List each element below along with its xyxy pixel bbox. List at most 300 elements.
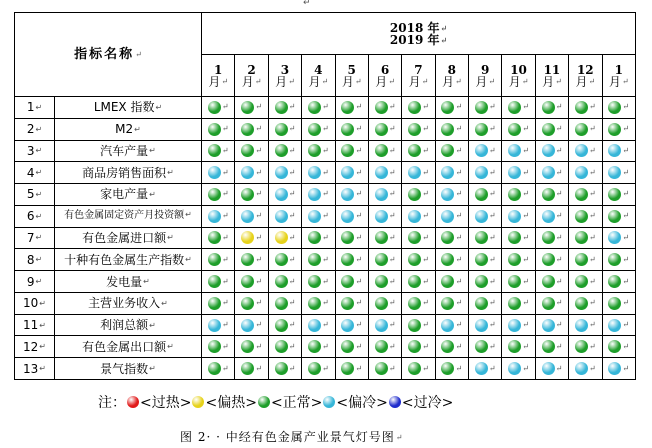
signal-light-normal <box>341 101 354 114</box>
row-number: 1↵ <box>15 97 55 119</box>
month-unit: 月 <box>208 74 221 89</box>
month-header-cell: 12 月↵ <box>569 55 602 97</box>
signal-light-normal <box>341 362 354 375</box>
indicator-rows <box>15 97 636 380</box>
indicator-name: 主营业务收入↵ <box>55 292 202 314</box>
signal-light-normal <box>275 362 288 375</box>
signal-light-cool <box>341 210 354 223</box>
signal-cell: ↵ <box>469 184 502 206</box>
month-number: 7 <box>414 62 423 77</box>
row-number: 12↵ <box>15 336 55 358</box>
signal-light-cool <box>608 319 621 332</box>
signal-light-normal <box>608 188 621 201</box>
signal-cell: ↵ <box>469 358 502 380</box>
signal-cell: ↵ <box>502 205 535 227</box>
month-number: 11 <box>543 62 561 77</box>
signal-light-normal <box>208 362 221 375</box>
signal-cell: ↵ <box>469 97 502 119</box>
signal-cell: ↵ <box>502 249 535 271</box>
signal-light-normal <box>508 253 521 266</box>
signal-light-normal <box>375 297 388 310</box>
signal-light-normal <box>475 101 488 114</box>
signal-cell: ↵ <box>268 336 301 358</box>
signal-cell: ↵ <box>202 118 235 140</box>
signal-cell: ↵ <box>202 227 235 249</box>
month-unit: 月 <box>608 74 621 89</box>
signal-cell: ↵ <box>202 358 235 380</box>
signal-cell: ↵ <box>435 292 468 314</box>
signal-cell: ↵ <box>235 184 268 206</box>
year-2019-label: 2019 年 <box>389 32 440 47</box>
signal-light-cool <box>575 144 588 157</box>
signal-cell: ↵ <box>502 227 535 249</box>
signal-light-normal <box>542 101 555 114</box>
signal-light-normal <box>275 275 288 288</box>
signal-light-normal <box>308 253 321 266</box>
signal-light-normal <box>542 123 555 136</box>
signal-light-normal <box>542 297 555 310</box>
signal-cell: ↵ <box>602 140 636 162</box>
month-header-cell: 1 月↵ <box>202 55 235 97</box>
row-number: 9↵ <box>15 271 55 293</box>
signal-cell: ↵ <box>402 184 435 206</box>
signal-light-cool <box>275 188 288 201</box>
signal-cell: ↵ <box>368 97 401 119</box>
signal-cell: ↵ <box>268 184 301 206</box>
month-number: 12 <box>576 62 594 77</box>
signal-light-normal <box>341 231 354 244</box>
signal-light-normal <box>408 188 421 201</box>
signal-light-normal <box>375 340 388 353</box>
signal-light-cool <box>508 166 521 179</box>
month-number: 4 <box>314 62 323 77</box>
signal-cell: ↵ <box>235 205 268 227</box>
signal-cell: ↵ <box>535 97 568 119</box>
signal-light-cool <box>508 319 521 332</box>
indicator-name-title: 指标名称 <box>74 47 135 62</box>
signal-light-normal <box>508 188 521 201</box>
signal-cell: ↵ <box>402 97 435 119</box>
signal-light-cool <box>308 166 321 179</box>
signal-cell: ↵ <box>435 140 468 162</box>
signal-cell: ↵ <box>302 205 335 227</box>
legend-prefix: 注： <box>98 395 126 411</box>
signal-cell: ↵ <box>402 358 435 380</box>
signal-cell: ↵ <box>469 227 502 249</box>
indicator-row <box>15 184 636 206</box>
signal-light-cool <box>441 319 454 332</box>
signal-light-normal <box>508 275 521 288</box>
signal-cell: ↵ <box>335 118 368 140</box>
signal-light-normal <box>241 253 254 266</box>
month-number: 5 <box>347 62 356 77</box>
signal-light-cool <box>275 210 288 223</box>
signal-cell: ↵ <box>502 140 535 162</box>
month-header-cell: 6 月↵ <box>368 55 401 97</box>
signal-cell: ↵ <box>368 292 401 314</box>
signal-light-normal <box>308 362 321 375</box>
signal-cell: ↵ <box>469 292 502 314</box>
signal-cell: ↵ <box>302 97 335 119</box>
signal-light-normal <box>542 275 555 288</box>
signal-light-normal <box>575 340 588 353</box>
signal-light-cool <box>608 231 621 244</box>
signal-light-cool <box>475 362 488 375</box>
month-unit: 月 <box>241 74 254 89</box>
signal-light-normal <box>441 123 454 136</box>
signal-cell: ↵ <box>535 358 568 380</box>
signal-cell: ↵ <box>402 162 435 184</box>
signal-light-normal <box>308 101 321 114</box>
signal-cell: ↵ <box>368 162 401 184</box>
signal-cell: ↵ <box>502 314 535 336</box>
month-unit: 月 <box>275 74 288 89</box>
signal-cell: ↵ <box>335 336 368 358</box>
signal-light-normal <box>208 144 221 157</box>
signal-cell: ↵ <box>435 97 468 119</box>
signal-light-normal <box>542 231 555 244</box>
month-number: 6 <box>380 62 390 77</box>
signal-light-normal <box>275 340 288 353</box>
signal-cell: ↵ <box>268 249 301 271</box>
signal-light-normal <box>508 231 521 244</box>
signal-cell: ↵ <box>502 162 535 184</box>
row-number: 5↵ <box>15 184 55 206</box>
signal-cell: ↵ <box>302 140 335 162</box>
month-unit: 月 <box>408 74 421 89</box>
signal-cell: ↵ <box>268 314 301 336</box>
signal-cell: ↵ <box>302 118 335 140</box>
month-number: 3 <box>280 62 290 77</box>
month-unit: 月 <box>575 74 588 89</box>
signal-light-cool <box>375 319 388 332</box>
signal-light-normal <box>475 231 488 244</box>
signal-light-cool <box>608 144 621 157</box>
signal-light-normal <box>608 123 621 136</box>
signal-light-normal <box>441 253 454 266</box>
signal-light-cool <box>441 210 454 223</box>
signal-cell: ↵ <box>535 227 568 249</box>
indicator-row <box>15 118 636 140</box>
signal-light-normal <box>258 396 270 408</box>
signal-light-normal <box>408 340 421 353</box>
signal-light-normal <box>542 188 555 201</box>
month-unit: 月 <box>542 74 555 89</box>
signal-light-normal <box>375 275 388 288</box>
signal-light-warm <box>275 231 288 244</box>
signal-light-cool <box>375 166 388 179</box>
month-header-cell: 7 月↵ <box>402 55 435 97</box>
signal-light-cool <box>508 144 521 157</box>
signal-light-normal <box>275 144 288 157</box>
signal-cell: ↵ <box>268 162 301 184</box>
signal-light-normal <box>208 340 221 353</box>
signal-cell: ↵ <box>202 205 235 227</box>
signal-cell: ↵ <box>469 249 502 271</box>
indicator-name: 发电量↵ <box>55 271 202 293</box>
signal-cell: ↵ <box>268 358 301 380</box>
signal-light-cool <box>241 166 254 179</box>
signal-cell: ↵ <box>569 205 602 227</box>
signal-cell: ↵ <box>569 118 602 140</box>
indicator-row <box>15 314 636 336</box>
legend <box>98 392 453 412</box>
signal-cell: ↵ <box>235 271 268 293</box>
indicator-name: 有色金属进口额↵ <box>55 227 202 249</box>
signal-cell: ↵ <box>235 227 268 249</box>
indicator-row <box>15 358 636 380</box>
signal-cell: ↵ <box>302 184 335 206</box>
signal-light-normal <box>375 231 388 244</box>
signal-cell: ↵ <box>335 140 368 162</box>
signal-cell: ↵ <box>569 336 602 358</box>
month-header-cell: 11 月↵ <box>535 55 568 97</box>
signal-light-normal <box>408 319 421 332</box>
signal-cell: ↵ <box>602 97 636 119</box>
signal-light-cool <box>375 188 388 201</box>
month-number: 8 <box>447 62 456 77</box>
signal-light-normal <box>308 231 321 244</box>
month-unit: 月 <box>308 74 321 89</box>
signal-light-normal <box>308 123 321 136</box>
month-number: 2 <box>247 62 256 77</box>
signal-cell: ↵ <box>235 314 268 336</box>
signal-cell: ↵ <box>335 184 368 206</box>
signal-light-normal <box>575 231 588 244</box>
signal-cell: ↵ <box>469 140 502 162</box>
signal-light-normal <box>575 123 588 136</box>
row-number: 3↵ <box>15 140 55 162</box>
signal-light-normal <box>575 275 588 288</box>
signal-light-cool <box>508 210 521 223</box>
indicator-name: 景气指数↵ <box>55 358 202 380</box>
signal-cell: ↵ <box>302 227 335 249</box>
row-number: 8↵ <box>15 249 55 271</box>
signal-light-cool <box>241 319 254 332</box>
signal-cell: ↵ <box>469 118 502 140</box>
signal-cell: ↵ <box>602 118 636 140</box>
signal-cell: ↵ <box>502 336 535 358</box>
indicator-name: 利润总额↵ <box>55 314 202 336</box>
signal-light-cool <box>323 396 335 408</box>
signal-cell: ↵ <box>502 358 535 380</box>
signal-cell: ↵ <box>535 205 568 227</box>
signal-light-cool <box>241 210 254 223</box>
signal-cell: ↵ <box>368 140 401 162</box>
month-unit: 月 <box>341 74 354 89</box>
signal-cell: ↵ <box>602 205 636 227</box>
signal-cell: ↵ <box>202 249 235 271</box>
signal-light-normal <box>475 340 488 353</box>
signal-cell: ↵ <box>535 336 568 358</box>
signal-light-normal <box>208 275 221 288</box>
signal-light-cool <box>208 319 221 332</box>
signal-light-normal <box>408 123 421 136</box>
signal-cell: ↵ <box>535 314 568 336</box>
signal-light-normal <box>341 253 354 266</box>
row-number: 4↵ <box>15 162 55 184</box>
signal-cell: ↵ <box>335 97 368 119</box>
signal-light-warm <box>192 396 204 408</box>
signal-light-normal <box>408 297 421 310</box>
signal-cell: ↵ <box>368 249 401 271</box>
signal-cell: ↵ <box>569 314 602 336</box>
signal-light-normal <box>375 144 388 157</box>
signal-cell: ↵ <box>402 336 435 358</box>
month-unit: 月 <box>441 74 454 89</box>
signal-light-normal <box>475 123 488 136</box>
signal-cell: ↵ <box>235 118 268 140</box>
signal-cell: ↵ <box>535 292 568 314</box>
signal-light-cool <box>341 188 354 201</box>
signal-cell: ↵ <box>368 227 401 249</box>
paragraph-mark: ↵ <box>303 0 311 8</box>
signal-light-normal <box>408 101 421 114</box>
signal-light-normal <box>408 275 421 288</box>
signal-cell: ↵ <box>435 227 468 249</box>
signal-cell: ↵ <box>469 205 502 227</box>
indicator-name: 家电产量↵ <box>55 184 202 206</box>
indicator-name: 有色金属出口额↵ <box>55 336 202 358</box>
signal-cell: ↵ <box>235 336 268 358</box>
indicator-row <box>15 336 636 358</box>
signal-cell: ↵ <box>569 227 602 249</box>
indicator-name: 商品房销售面积↵ <box>55 162 202 184</box>
row-number: 7↵ <box>15 227 55 249</box>
signal-cell: ↵ <box>569 162 602 184</box>
signal-light-normal <box>441 362 454 375</box>
signal-cell: ↵ <box>335 227 368 249</box>
signal-light-normal <box>341 297 354 310</box>
signal-light-normal <box>575 297 588 310</box>
signal-light-normal <box>208 253 221 266</box>
signal-light-normal <box>608 101 621 114</box>
signal-light-cool <box>341 319 354 332</box>
signal-light-cool <box>508 362 521 375</box>
signal-cell: ↵ <box>535 271 568 293</box>
year-header: 2018 年↵ 2019 年↵ <box>202 13 636 55</box>
signal-light-normal <box>408 362 421 375</box>
signal-light-normal <box>408 144 421 157</box>
signal-light-normal <box>441 297 454 310</box>
signal-light-normal <box>508 101 521 114</box>
signal-light-normal <box>308 340 321 353</box>
signal-cell: ↵ <box>335 271 368 293</box>
signal-cell: ↵ <box>302 271 335 293</box>
figure-caption: 图 2· · 中经有色金属产业景气灯号图↵ <box>180 430 404 444</box>
signal-light-normal <box>275 101 288 114</box>
signal-cell: ↵ <box>435 314 468 336</box>
signal-cell: ↵ <box>368 358 401 380</box>
signal-cell: ↵ <box>235 140 268 162</box>
signal-cell: ↵ <box>335 292 368 314</box>
signal-cell: ↵ <box>569 358 602 380</box>
signal-cell: ↵ <box>435 249 468 271</box>
signal-cell: ↵ <box>535 118 568 140</box>
signal-cell: ↵ <box>569 271 602 293</box>
row-number: 11↵ <box>15 314 55 336</box>
month-number: 1 <box>614 62 623 77</box>
signal-cell: ↵ <box>268 97 301 119</box>
signal-light-normal <box>241 188 254 201</box>
signal-cell: ↵ <box>368 205 401 227</box>
signal-light-normal <box>275 123 288 136</box>
signal-cell: ↵ <box>302 249 335 271</box>
year-2018-label: 2018 年 <box>389 20 440 35</box>
signal-cell: ↵ <box>302 314 335 336</box>
signal-light-normal <box>542 340 555 353</box>
signal-cell: ↵ <box>368 184 401 206</box>
signal-cell: ↵ <box>602 314 636 336</box>
signal-light-cool <box>542 144 555 157</box>
signal-light-normal <box>441 101 454 114</box>
month-number: 1 <box>214 62 223 77</box>
signal-cell: ↵ <box>402 140 435 162</box>
month-unit: 月 <box>475 74 488 89</box>
signal-light-normal <box>608 297 621 310</box>
indicator-row <box>15 140 636 162</box>
signal-cell: ↵ <box>435 336 468 358</box>
signal-cell: ↵ <box>335 358 368 380</box>
signal-light-normal <box>441 275 454 288</box>
signal-light-cool <box>608 362 621 375</box>
signal-light-normal <box>375 253 388 266</box>
month-unit: 月 <box>508 74 521 89</box>
signal-light-cool <box>542 319 555 332</box>
signal-cell: ↵ <box>435 271 468 293</box>
row-number: 10↵ <box>15 292 55 314</box>
signal-light-cool <box>375 210 388 223</box>
signal-cell: ↵ <box>335 205 368 227</box>
signal-light-cool <box>542 362 555 375</box>
signal-cell: ↵ <box>235 358 268 380</box>
signal-light-cool <box>308 188 321 201</box>
signal-light-cool <box>408 166 421 179</box>
signal-light-normal <box>408 231 421 244</box>
signal-light-cool <box>608 166 621 179</box>
signal-cell: ↵ <box>535 249 568 271</box>
signal-light-normal <box>508 123 521 136</box>
signal-light-normal <box>241 101 254 114</box>
signal-light-cool <box>341 166 354 179</box>
month-header-cell: 4 月↵ <box>302 55 335 97</box>
signal-cell: ↵ <box>202 314 235 336</box>
indicator-name: LMEX 指数↵ <box>55 97 202 119</box>
signal-light-cool <box>208 166 221 179</box>
signal-light-normal <box>208 101 221 114</box>
signal-cell: ↵ <box>302 336 335 358</box>
signal-light-normal <box>341 340 354 353</box>
signal-cell: ↵ <box>602 271 636 293</box>
signal-cell: ↵ <box>569 140 602 162</box>
signal-cell: ↵ <box>602 249 636 271</box>
signal-cell: ↵ <box>368 314 401 336</box>
indicator-row <box>15 271 636 293</box>
indicator-row <box>15 162 636 184</box>
signal-cell: ↵ <box>235 162 268 184</box>
signal-light-normal <box>375 362 388 375</box>
signal-light-cool <box>475 210 488 223</box>
month-header-cell: 5 月↵ <box>335 55 368 97</box>
signal-cell: ↵ <box>502 97 535 119</box>
signal-light-cool <box>575 362 588 375</box>
signal-cell: ↵ <box>535 140 568 162</box>
signal-light-normal <box>208 297 221 310</box>
legend-label-warm: <偏热> <box>205 395 257 411</box>
signal-cell: ↵ <box>569 97 602 119</box>
signal-cell: ↵ <box>602 227 636 249</box>
signal-cell: ↵ <box>335 314 368 336</box>
